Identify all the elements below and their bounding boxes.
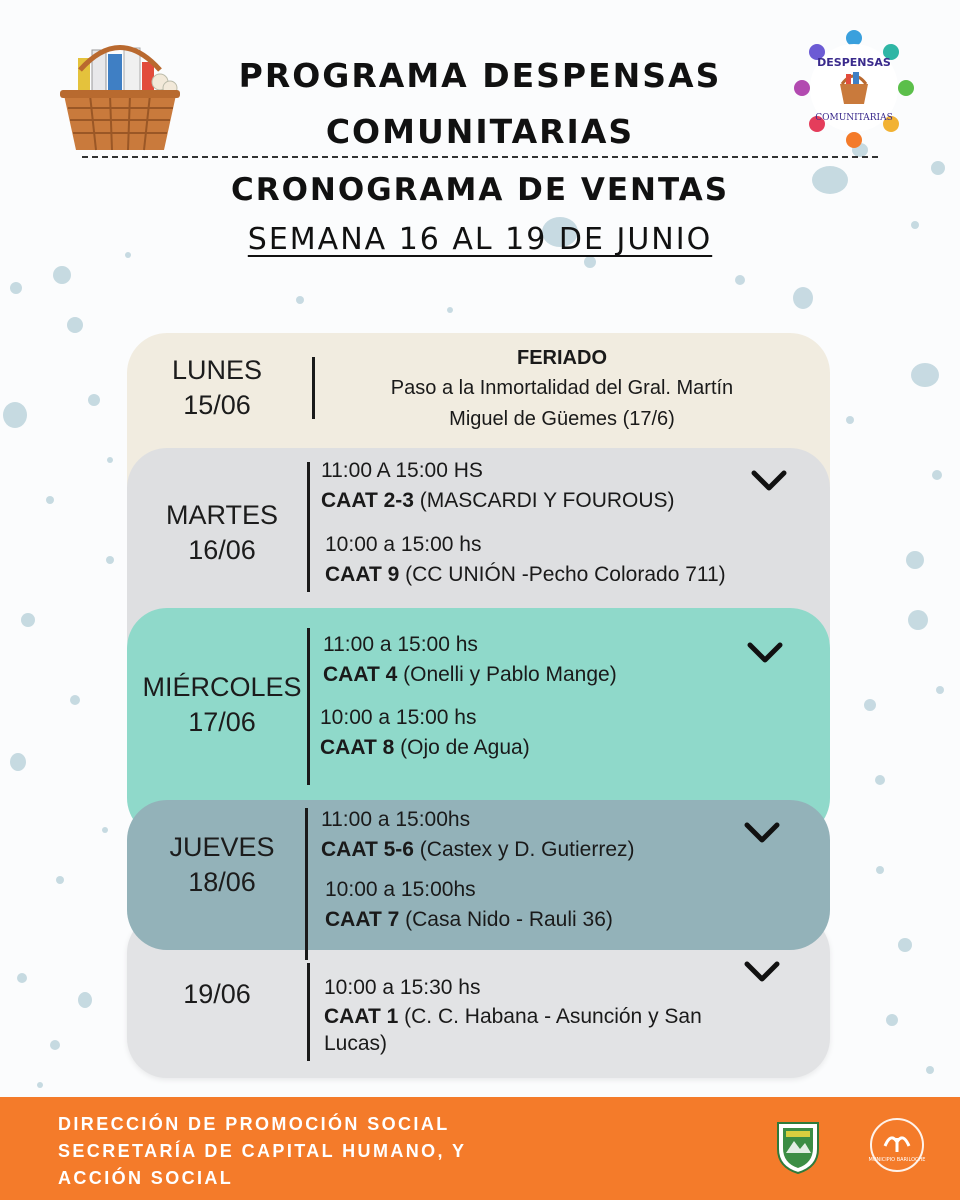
dashed-divider xyxy=(82,156,878,158)
day-label xyxy=(132,670,312,740)
footer-line-1: DIRECCIÓN DE PROMOCIÓN SOCIAL xyxy=(58,1114,450,1134)
day-label xyxy=(132,498,312,568)
entry-location xyxy=(324,1003,764,1057)
chevron-down-icon[interactable] xyxy=(742,959,782,985)
day-date: 17/06 xyxy=(188,707,256,737)
day-date: 18/06 xyxy=(188,867,256,897)
entry-time: 11:00 a 15:00 hs xyxy=(323,633,478,656)
entry xyxy=(324,973,764,1057)
day-label xyxy=(127,353,307,423)
row-divider xyxy=(307,462,310,592)
caat-code: CAAT 2-3 xyxy=(321,489,414,512)
entry-location xyxy=(321,486,821,516)
entry-time: 10:00 a 15:00 hs xyxy=(325,533,482,556)
entry xyxy=(325,530,825,590)
logo-text-bottom: COMUNITARIAS xyxy=(815,113,893,123)
footer xyxy=(0,1097,960,1200)
entry-location xyxy=(325,905,825,935)
entry xyxy=(320,703,820,763)
entry-time: 10:00 a 15:00hs xyxy=(325,878,476,901)
entry-time: 11:00 a 15:00hs xyxy=(321,808,471,831)
caat-place: (Castex y D. Gutierrez) xyxy=(413,838,635,861)
footer-line-3: ACCIÓN SOCIAL xyxy=(58,1168,234,1188)
holiday-title: FERIADO xyxy=(517,347,607,369)
logo-text-top: DESPENSAS xyxy=(817,56,891,69)
caat-place: (CC UNIÓN -Pecho Colorado 711) xyxy=(399,563,726,586)
day-name: MIÉRCOLES xyxy=(142,672,302,702)
entry xyxy=(321,456,821,516)
day-name: MARTES xyxy=(165,500,279,530)
muni-logo-text: MUNICIPIO BARILOCHE xyxy=(868,1157,926,1163)
day-name: LUNES xyxy=(171,355,263,385)
chevron-down-icon[interactable] xyxy=(749,468,789,494)
caat-code: CAAT 7 xyxy=(325,908,400,931)
schedule-list xyxy=(127,333,830,1083)
row-divider xyxy=(305,808,308,960)
day-label xyxy=(127,977,307,1012)
entry-time: 10:00 a 15:00 hs xyxy=(320,706,477,729)
caat-code: CAAT 1 xyxy=(324,1005,399,1028)
caat-place: (Casa Nido - Rauli 36) xyxy=(399,908,613,931)
row-divider xyxy=(312,357,315,419)
entry-time: 10:00 a 15:30 hs xyxy=(324,976,481,999)
week-range: SEMANA 16 AL 19 DE JUNIO xyxy=(247,222,713,257)
chevron-down-icon[interactable] xyxy=(742,820,782,846)
caat-place: (MASCARDI Y FOUROUS) xyxy=(413,489,675,512)
entry-location xyxy=(325,560,825,590)
header xyxy=(0,0,960,300)
schedule-row-jueves[interactable] xyxy=(127,800,830,950)
holiday-info xyxy=(317,343,807,435)
holiday-desc-line-1: Paso a la Inmortalidad del Gral. Martín xyxy=(390,377,734,399)
page-title xyxy=(150,48,810,160)
caat-code: CAAT 9 xyxy=(325,563,400,586)
caat-place: (Ojo de Agua) xyxy=(394,736,530,759)
entry-location xyxy=(320,733,820,763)
footer-line-2: SECRETARÍA DE CAPITAL HUMANO, Y xyxy=(58,1141,467,1161)
municipal-shield-icon xyxy=(774,1119,822,1175)
day-date: 15/06 xyxy=(183,390,251,420)
day-date: 19/06 xyxy=(183,979,251,1009)
footer-credits xyxy=(58,1111,466,1192)
caat-place: (C. C. Habana - Asunción y San Lucas) xyxy=(324,1005,702,1055)
caat-place: (Onelli y Pablo Mange) xyxy=(397,663,617,686)
municipio-bariloche-logo xyxy=(868,1116,926,1174)
day-date: 16/06 xyxy=(188,535,256,565)
holiday-desc-line-2: Miguel de Güemes (17/6) xyxy=(449,408,675,430)
chevron-down-icon[interactable] xyxy=(745,640,785,666)
title-line-2: COMUNITARIAS xyxy=(325,112,635,151)
entry xyxy=(325,875,825,935)
section-subtitle: CRONOGRAMA DE VENTAS xyxy=(230,172,730,208)
title-line-1: PROGRAMA DESPENSAS xyxy=(238,56,722,95)
despensas-comunitarias-logo xyxy=(790,24,918,152)
day-label xyxy=(132,830,312,900)
caat-code: CAAT 8 xyxy=(320,736,395,759)
caat-code: CAAT 5-6 xyxy=(321,838,414,861)
row-divider xyxy=(307,963,310,1061)
day-name: JUEVES xyxy=(169,832,275,862)
caat-code: CAAT 4 xyxy=(323,663,398,686)
entry-time: 11:00 A 15:00 HS xyxy=(321,459,483,482)
row-divider xyxy=(307,628,310,785)
